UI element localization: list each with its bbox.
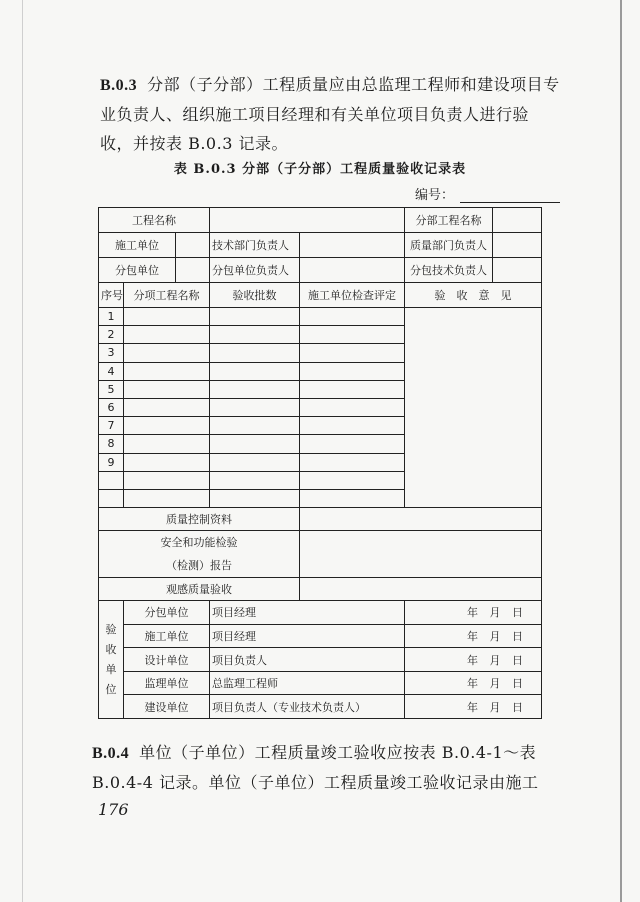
row-number: 2 xyxy=(99,326,124,344)
item-name-cell[interactable] xyxy=(124,453,210,471)
safety-report-row xyxy=(99,531,542,578)
col-self-check-header: 施工单位检查评定 xyxy=(300,283,405,308)
item-name-cell[interactable] xyxy=(124,435,210,453)
page-number: 176 xyxy=(98,800,129,819)
self-check-cell[interactable] xyxy=(300,398,405,416)
acceptance-units-char: 位 xyxy=(105,682,117,696)
batches-cell[interactable] xyxy=(210,417,300,435)
item-name-cell[interactable] xyxy=(124,326,210,344)
section-b04-code: B.0.4 xyxy=(92,745,130,762)
table-title: 表 B.0.3 分部（子分部）工程质量验收记录表 xyxy=(173,162,467,177)
signature-date[interactable]: 年 月 日 xyxy=(405,601,542,625)
header-row-subcontract xyxy=(99,258,542,283)
self-check-cell[interactable] xyxy=(300,380,405,398)
appearance-value[interactable] xyxy=(300,578,542,601)
project-name-label: 工程名称 xyxy=(99,208,210,233)
row-number: 7 xyxy=(99,417,124,435)
subcontract-unit-value[interactable] xyxy=(176,258,210,283)
signature-role: 项目负责人（专业技术负责人） xyxy=(210,695,405,719)
acceptance-units-char: 收 xyxy=(105,642,117,656)
row-number: 6 xyxy=(99,398,124,416)
self-check-cell[interactable] xyxy=(300,489,405,507)
header-row-construction xyxy=(99,233,542,258)
subcontract-unit-label: 分包单位 xyxy=(99,258,176,283)
batches-cell[interactable] xyxy=(210,453,300,471)
quality-dept-lead-label: 质量部门负责人 xyxy=(405,233,493,258)
col-opinion-header: 验 收 意 见 xyxy=(405,283,542,308)
record-number-field[interactable] xyxy=(460,188,560,203)
appearance-label: 观感质量验收 xyxy=(99,578,300,601)
section-b03-code: B.0.3 xyxy=(100,77,138,94)
col-item-name-header: 分项工程名称 xyxy=(124,283,210,308)
subcontract-lead-label: 分包单位负责人 xyxy=(210,258,300,283)
column-header-row xyxy=(99,283,542,308)
row-number: 1 xyxy=(99,308,124,326)
section-b03-text: 分部（子分部）工程质量应由总监理工程师和建设项目专业负责人、组织施工项目经理和有关单位项目负责人进行验收，并按表 B.0.3 记录。 xyxy=(100,75,560,153)
row-number: 4 xyxy=(99,362,124,380)
safety-report-line1: 安全和功能检验 xyxy=(160,536,238,550)
signature-row xyxy=(99,648,542,672)
construction-unit-value[interactable] xyxy=(176,233,210,258)
signature-date[interactable]: 年 月 日 xyxy=(405,671,542,695)
record-number xyxy=(415,184,560,203)
record-table xyxy=(98,207,542,719)
safety-report-value[interactable] xyxy=(300,531,542,578)
quality-dept-lead-value[interactable] xyxy=(493,233,542,258)
construction-unit-label: 施工单位 xyxy=(99,233,176,258)
quality-control-label: 质量控制资料 xyxy=(99,508,300,531)
signature-role: 项目经理 xyxy=(210,624,405,648)
self-check-cell[interactable] xyxy=(300,308,405,326)
self-check-cell[interactable] xyxy=(300,435,405,453)
safety-report-line2: （检测）报告 xyxy=(166,559,232,573)
batches-cell[interactable] xyxy=(210,398,300,416)
signature-row xyxy=(99,671,542,695)
self-check-cell[interactable] xyxy=(300,344,405,362)
signature-role: 项目经理 xyxy=(210,601,405,625)
row-number: 3 xyxy=(99,344,124,362)
project-name-value[interactable] xyxy=(210,208,405,233)
row-number: 8 xyxy=(99,435,124,453)
batches-cell[interactable] xyxy=(210,326,300,344)
batches-cell[interactable] xyxy=(210,435,300,453)
tech-dept-lead-label: 技术部门负责人 xyxy=(210,233,300,258)
row-number: 9 xyxy=(99,453,124,471)
subcontract-tech-lead-label: 分包技术负责人 xyxy=(405,258,493,283)
header-row-project xyxy=(99,208,542,233)
signature-role: 项目负责人 xyxy=(210,648,405,672)
section-b04-text: 单位（子单位）工程质量竣工验收应按表 B.0.4-1～表 B.0.4-4 记录。单位（子单位）工程质量竣工验收记录由施工 xyxy=(92,743,539,792)
row-number xyxy=(99,471,124,489)
subcontract-lead-value[interactable] xyxy=(300,258,405,283)
batches-cell[interactable] xyxy=(210,344,300,362)
tech-dept-lead-value[interactable] xyxy=(300,233,405,258)
signature-date[interactable]: 年 月 日 xyxy=(405,648,542,672)
section-b03-paragraph xyxy=(100,70,560,158)
item-name-cell[interactable] xyxy=(124,398,210,416)
self-check-cell[interactable] xyxy=(300,326,405,344)
self-check-cell[interactable] xyxy=(300,471,405,489)
quality-control-row xyxy=(99,508,542,531)
item-name-cell[interactable] xyxy=(124,380,210,398)
signature-unit: 分包单位 xyxy=(124,601,210,625)
col-batches-header: 验收批数 xyxy=(210,283,300,308)
quality-control-value[interactable] xyxy=(300,508,542,531)
appearance-row xyxy=(99,578,542,601)
batches-cell[interactable] xyxy=(210,471,300,489)
safety-report-label xyxy=(99,531,300,578)
signature-row xyxy=(99,695,542,719)
table-row xyxy=(99,308,542,326)
subpart-name-label: 分部工程名称 xyxy=(405,208,493,233)
opinion-cell[interactable] xyxy=(405,308,542,508)
item-name-cell[interactable] xyxy=(124,362,210,380)
item-name-cell[interactable] xyxy=(124,489,210,507)
item-name-cell[interactable] xyxy=(124,417,210,435)
batches-cell[interactable] xyxy=(210,362,300,380)
acceptance-units-label xyxy=(99,601,124,719)
self-check-cell[interactable] xyxy=(300,453,405,471)
batches-cell[interactable] xyxy=(210,489,300,507)
row-number: 5 xyxy=(99,380,124,398)
signature-unit: 设计单位 xyxy=(124,648,210,672)
signature-row xyxy=(99,624,542,648)
row-number xyxy=(99,489,124,507)
item-name-cell[interactable] xyxy=(124,471,210,489)
subpart-name-value[interactable] xyxy=(493,208,542,233)
signature-date[interactable]: 年 月 日 xyxy=(405,624,542,648)
batches-cell[interactable] xyxy=(210,308,300,326)
batches-cell[interactable] xyxy=(210,380,300,398)
self-check-cell[interactable] xyxy=(300,362,405,380)
section-b04-paragraph xyxy=(92,738,562,797)
record-number-label: 编号： xyxy=(415,188,455,203)
signature-role: 总监理工程师 xyxy=(210,671,405,695)
signature-date[interactable]: 年 月 日 xyxy=(405,695,542,719)
signature-unit: 施工单位 xyxy=(124,624,210,648)
page-edge-right xyxy=(620,0,622,902)
subcontract-tech-lead-value[interactable] xyxy=(493,258,542,283)
signature-row xyxy=(99,601,542,625)
signature-unit: 建设单位 xyxy=(124,695,210,719)
acceptance-units-char: 验 xyxy=(105,622,117,636)
item-name-cell[interactable] xyxy=(124,344,210,362)
page-edge-left xyxy=(22,0,23,902)
item-name-cell[interactable] xyxy=(124,308,210,326)
acceptance-units-char: 单 xyxy=(105,662,117,676)
self-check-cell[interactable] xyxy=(300,417,405,435)
col-seq-header: 序号 xyxy=(99,283,124,308)
signature-unit: 监理单位 xyxy=(124,671,210,695)
